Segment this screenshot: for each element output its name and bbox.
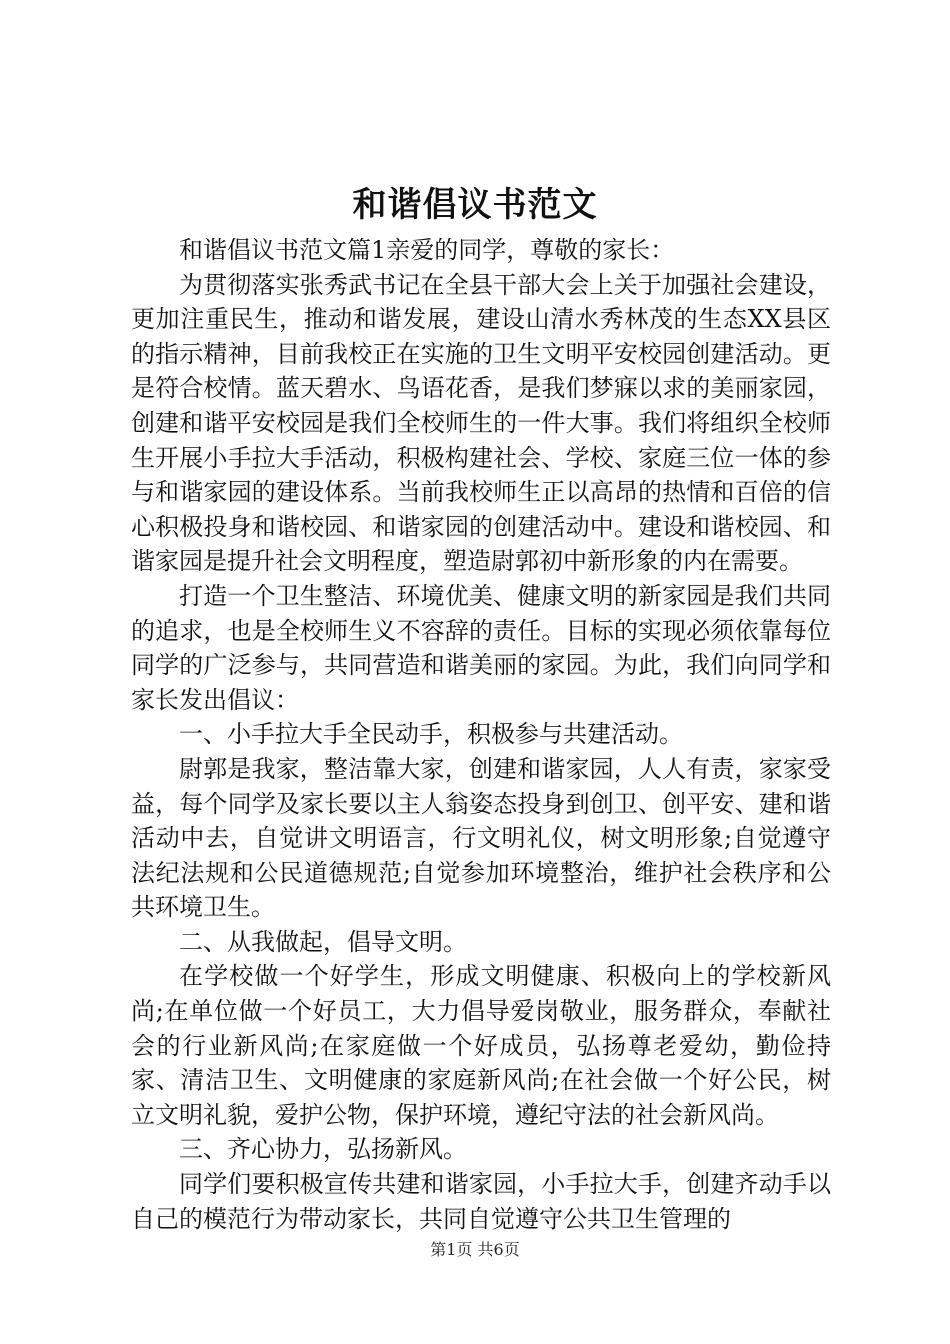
heading-point-two: 二、从我做起，倡导文明。 (179, 927, 467, 956)
heading-point-three: 三、齐心协力，弘扬新风。 (179, 1135, 467, 1164)
paragraph-point-three: 同学们要积极宣传共建和谐家园，小手拉大手，创建齐动手以自己的模范行为带动家长，共同自觉遵守公共卫生管理的 (131, 1170, 831, 1233)
paragraph-goal: 打造一个卫生整洁、环境优美、健康文明的新家园是我们共同的追求，也是全校师生义不容辞的责任。目标的实现必须依靠每位同学的广泛参与，共同营造和谐美丽的家园。为此，我们向同学和家长发出倡议： (131, 581, 831, 714)
heading-point-one: 一、小手拉大手全民动手，积极参与共建活动。 (179, 720, 683, 749)
document-body (131, 233, 831, 1236)
paragraph-intro: 为贯彻落实张秀武书记在全县干部大会上关于加强社会建设，更加注重民生，推动和谐发展，建设山清水秀林茂的生态XX县区的指示精神，目前我校正在实施的卫生文明平安校园创建活动。更是符合校情。蓝天碧水、鸟语花香，是我们梦寐以求的美丽家园，创建和谐平安校园是我们全校师生的一件大事。我们将组织全校师生开展小手拉大手活动，积极构建社会、学校、家庭三位一体的参与和谐家园的建设体系。当前我校师生正以高昂的热情和百倍的信心积极投身和谐校园、和谐家园的创建活动中。建设和谐校园、和谐家园是提升社会文明程度，塑造尉郭初中新形象的内在需要。 (131, 270, 831, 576)
page-number-footer: 第1页 共6页 (430, 1240, 520, 1259)
paragraph-point-one: 尉郭是我家，整洁靠大家，创建和谐家园，人人有责，家家受益，每个同学及家长要以主人翁姿态投身到创卫、创平安、建和谐活动中去，自觉讲文明语言，行文明礼仪，树文明形象;自觉遵守法纪法规和公民道德规范;自觉参加环境整治，维护社会秩序和公共环境卫生。 (131, 754, 831, 922)
document-title: 和谐倡议书范文 (352, 185, 598, 225)
paragraph-greeting: 和谐倡议书范文篇1亲爱的同学，尊敬的家长： (179, 236, 675, 264)
paragraph-point-two: 在学校做一个好学生，形成文明健康、积极向上的学校新风尚;在单位做一个好员工，大力倡导爱岗敬业，服务群众，奉献社会的行业新风尚;在家庭做一个好成员，弘扬尊老爱幼，勤俭持家、清洁卫生、文明健康的家庭新风尚;在社会做一个好公民，树立文明礼貌，爱护公物，保护环境，遵纪守法的社会新风尚。 (131, 962, 831, 1129)
